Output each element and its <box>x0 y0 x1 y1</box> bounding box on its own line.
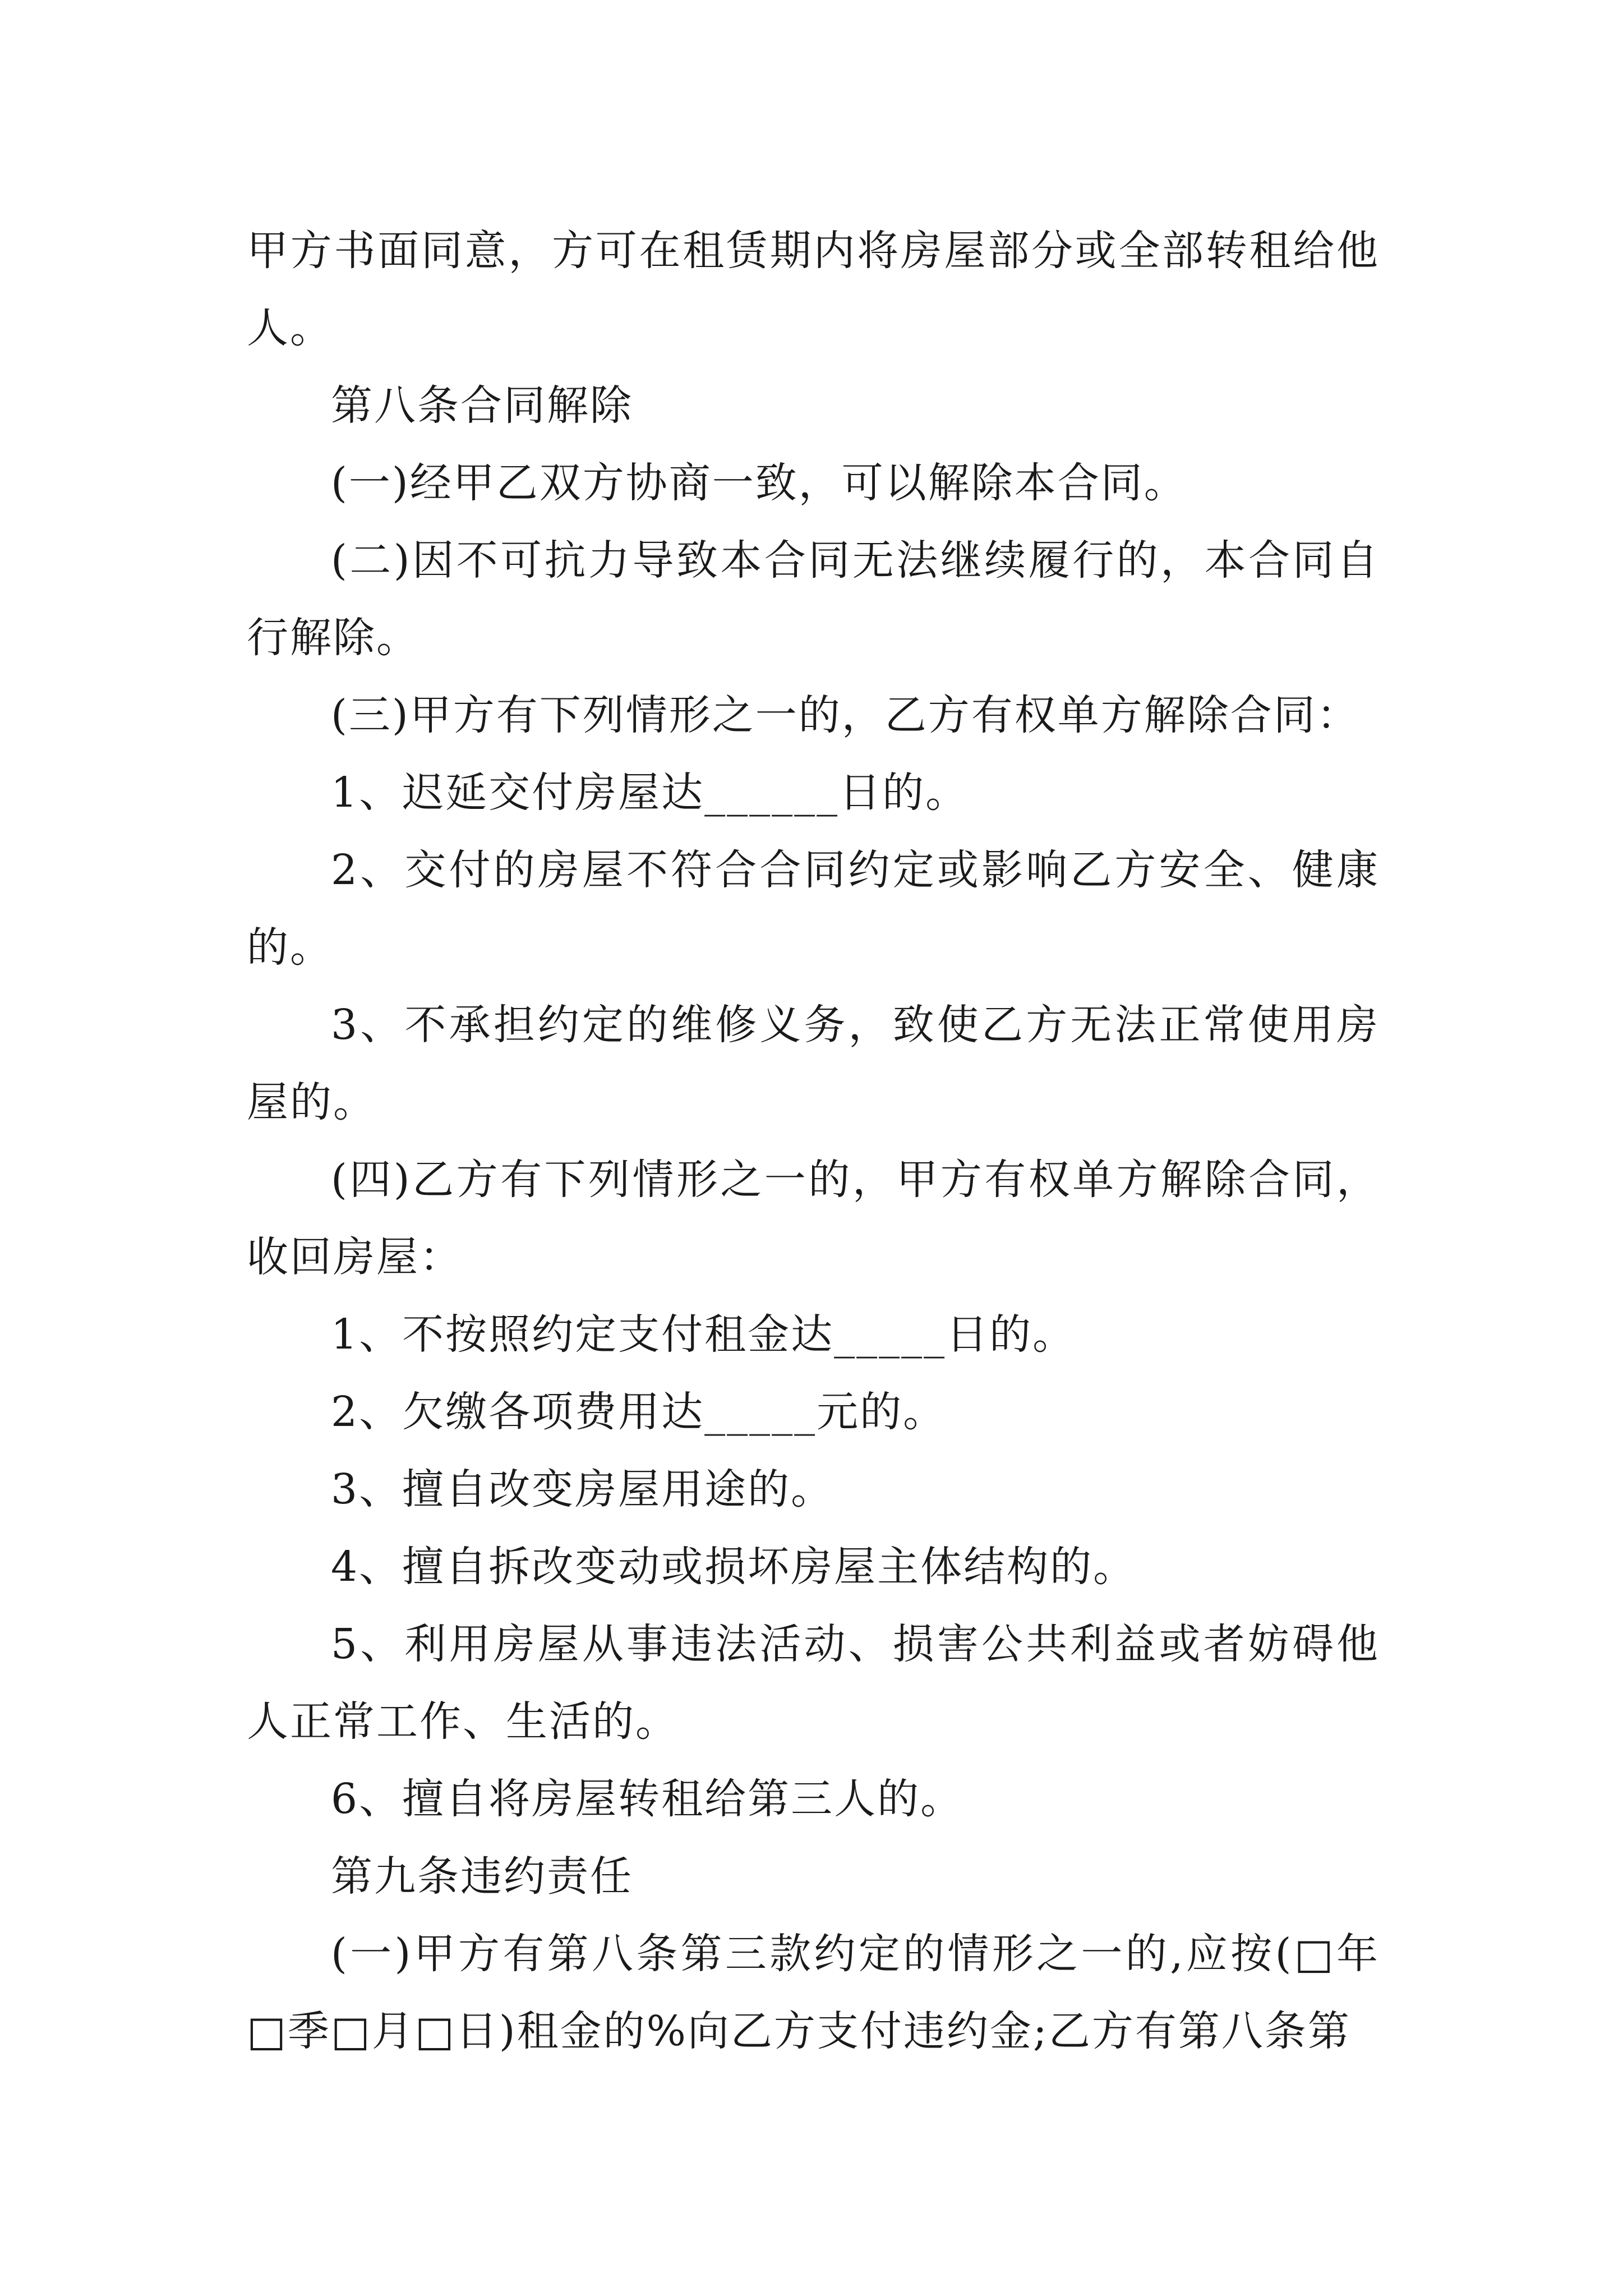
clause-8-4: (四)乙方有下列情形之一的，甲方有权单方解除合同，收回房屋： <box>247 1156 1380 1281</box>
heading-article-9: 第九条违约责任 <box>331 1852 633 1901</box>
clause-8-3-item-2: 2、交付的房屋不符合合同约定或影响乙方安全、健康的。 <box>247 846 1380 972</box>
clause-8-1: (一)经甲乙双方协商一致，可以解除本合同。 <box>331 459 1187 507</box>
clause-8-2: (二)因不可抗力导致本合同无法继续履行的，本合同自行解除。 <box>247 536 1380 662</box>
heading-article-8: 第八条合同解除 <box>331 381 633 430</box>
clause-8-4-item-2: 2、欠缴各项费用达_____元的。 <box>331 1388 947 1436</box>
clause-8-4-item-4: 4、擅自拆改变动或损坏房屋主体结构的。 <box>331 1543 1137 1591</box>
clause-9-1: (一)甲方有第八条第三款约定的情形之一的,应按(□年□季□月□日)租金的%向乙方支付违约金;乙方有第八条第 <box>247 1930 1380 2055</box>
document-body <box>247 212 1380 2070</box>
clause-8-4-item-6: 6、擅自将房屋转租给第三人的。 <box>331 1775 964 1823</box>
clause-8-4-item-1: 1、不按照约定支付租金达_____日的。 <box>331 1310 1076 1359</box>
clause-8-4-item-5: 5、利用房屋从事违法活动、损害公共利益或者妨碍他人正常工作、生活的。 <box>247 1620 1380 1746</box>
paragraph-continuation: 甲方书面同意，方可在租赁期内将房屋部分或全部转租给他人。 <box>247 227 1380 352</box>
clause-8-3: (三)甲方有下列情形之一的，乙方有权单方解除合同： <box>331 691 1360 739</box>
clause-8-4-item-3: 3、擅自改变房屋用途的。 <box>331 1465 834 1513</box>
clause-8-3-item-3: 3、不承担约定的维修义务，致使乙方无法正常使用房屋的。 <box>247 1001 1380 1126</box>
clause-8-3-item-1: 1、迟延交付房屋达______日的。 <box>331 769 969 817</box>
